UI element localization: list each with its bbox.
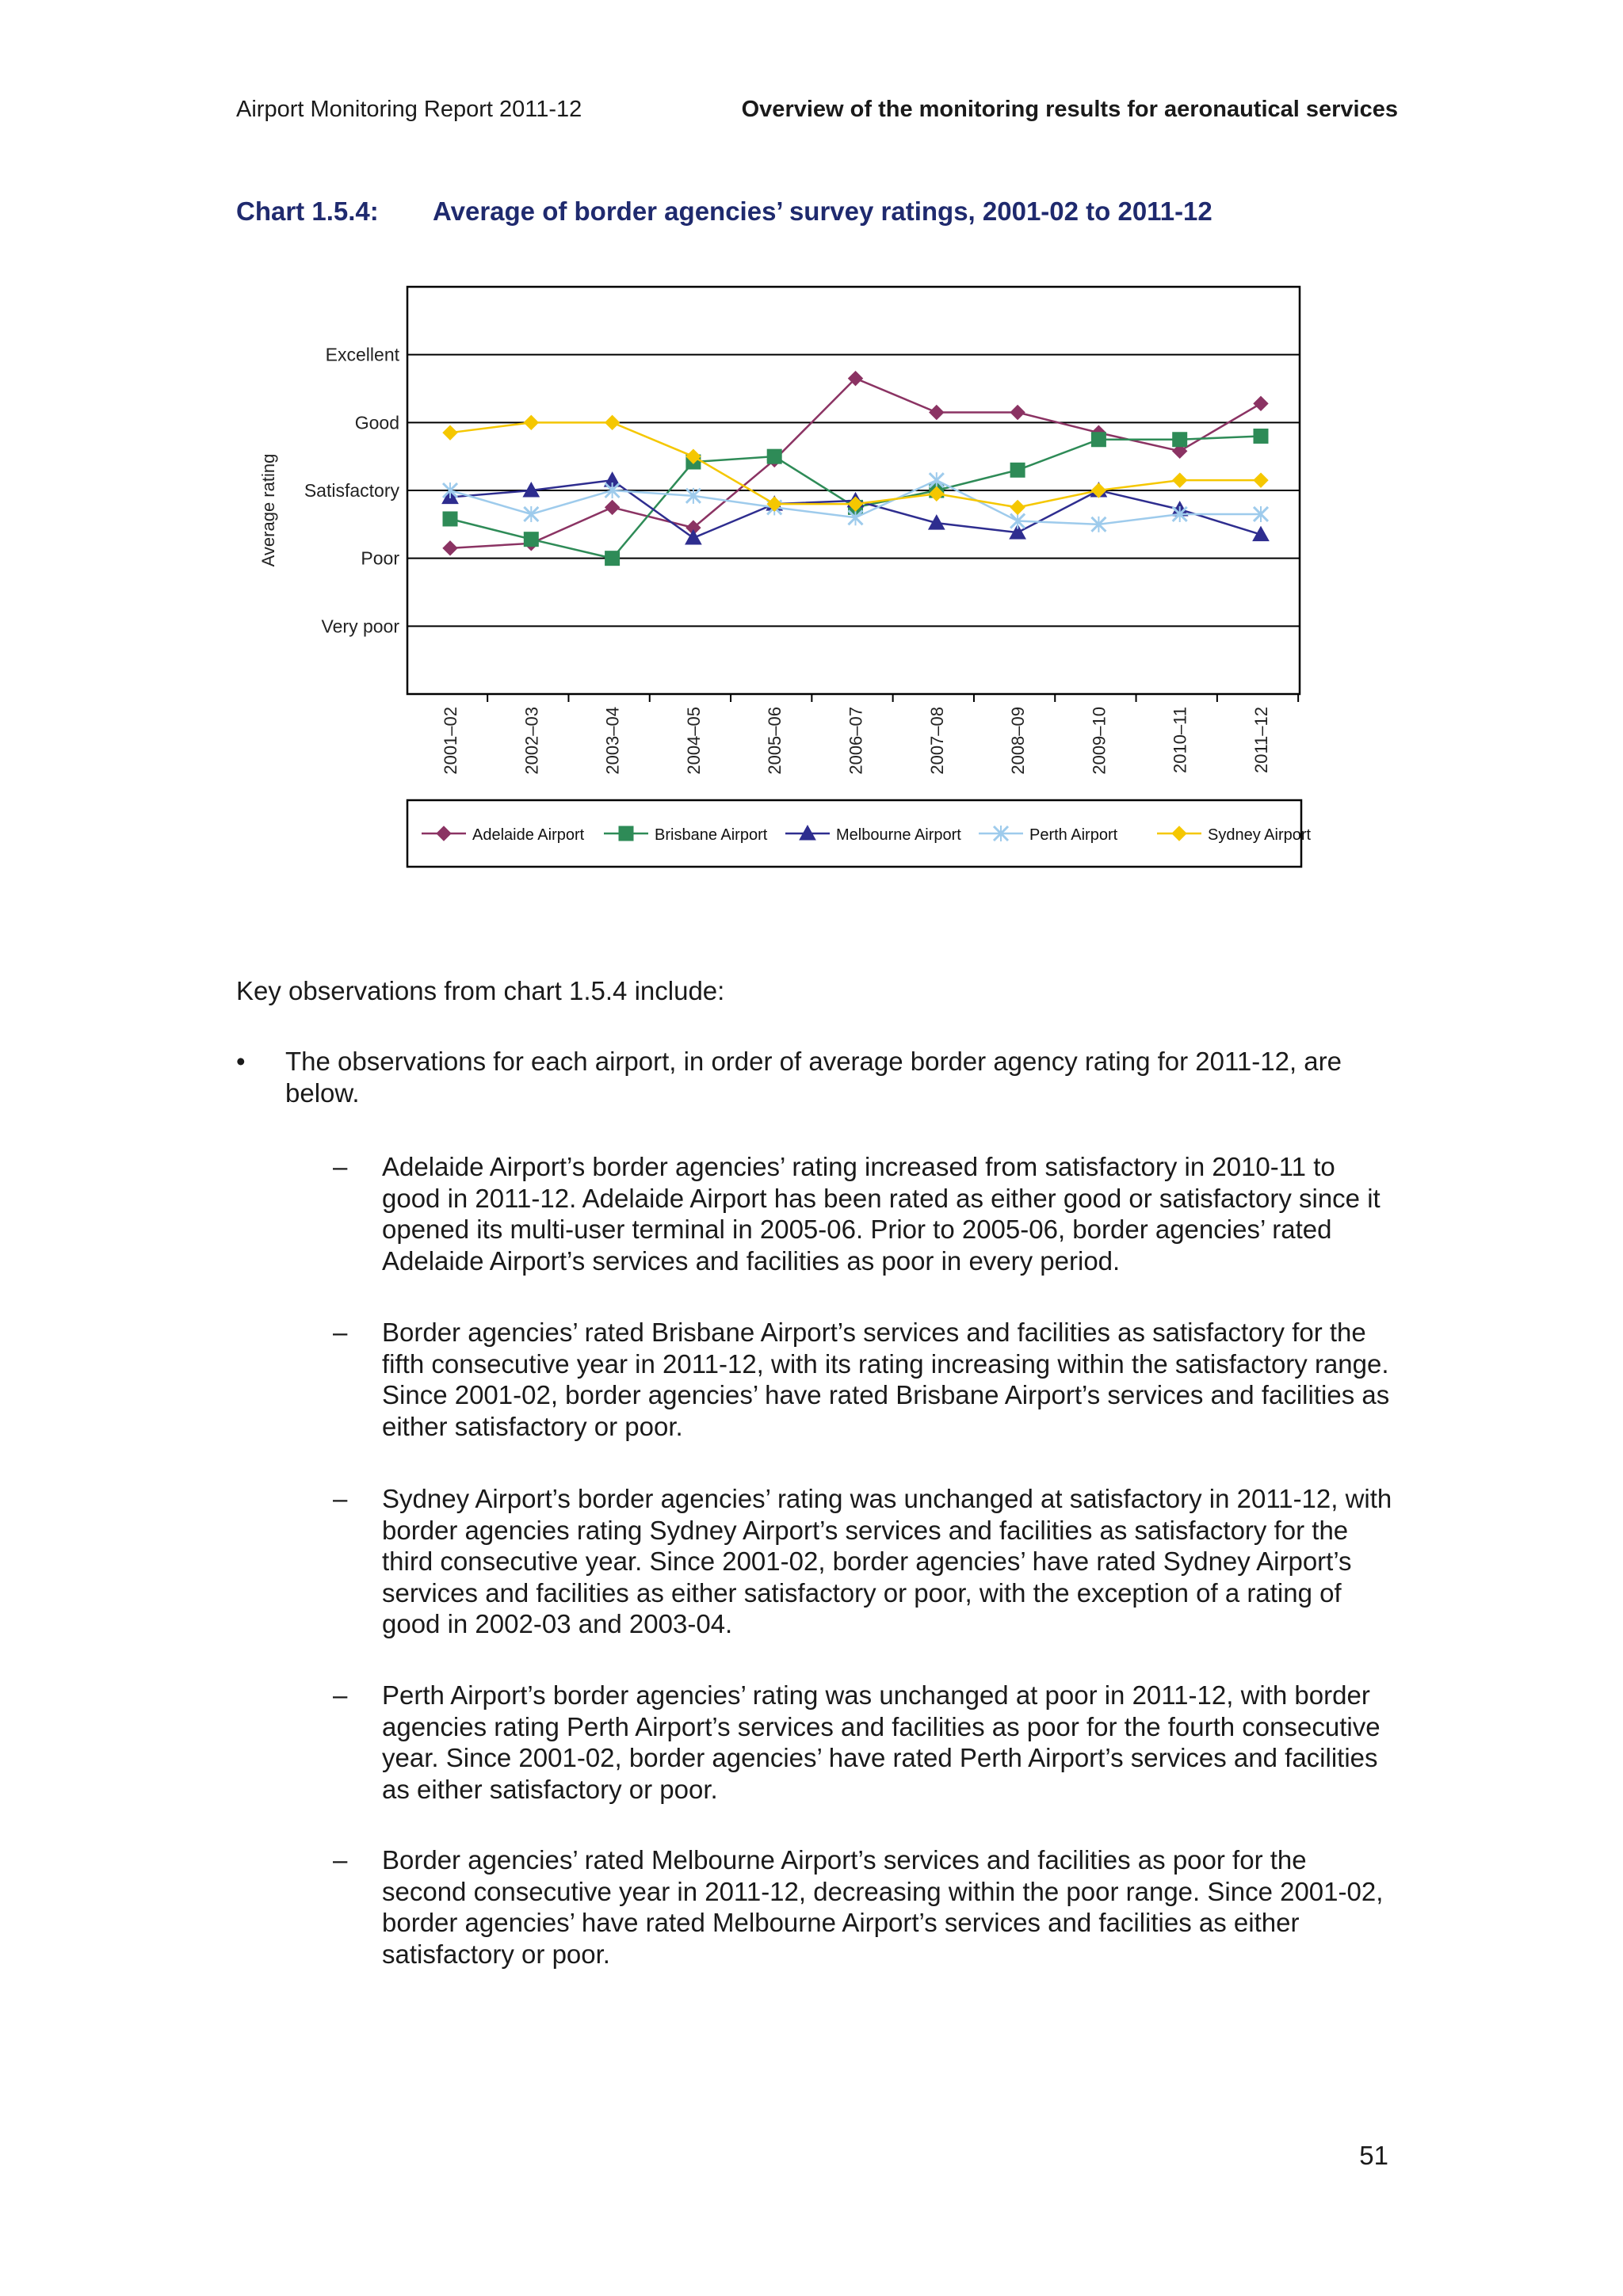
data-point-brisbane [1254, 429, 1268, 443]
data-point-brisbane [1010, 463, 1025, 477]
data-point-brisbane [605, 551, 620, 566]
data-point-brisbane [524, 532, 538, 547]
dash-marker: – [333, 1152, 348, 1181]
data-point-brisbane [767, 449, 781, 463]
x-tick-label: 2004–05 [683, 707, 704, 775]
observations-intro: Key observations from chart 1.5.4 include: [236, 976, 725, 1005]
legend-label: Brisbane Airport [655, 826, 768, 844]
x-tick-label: 2007–08 [926, 707, 947, 775]
x-tick-label: 2005–06 [765, 707, 785, 775]
x-tick-label: 2010–11 [1170, 707, 1190, 774]
data-point-brisbane [443, 512, 457, 526]
y-tick-label: Poor [361, 547, 399, 569]
x-tick-label: 2001–02 [441, 707, 460, 775]
observation-text: Perth Airport’s border agencies’ rating was unchanged at poor in 2011-12, with border agencies rating Perth Airport’s services and facilities as poor for the fourth consecutive year. Since 2001-02, border agencies’ have rated Perth Airport’s services and facilities as either satisfactory or poor. [382, 1680, 1381, 1804]
header-report-title: Airport Monitoring Report 2011-12 [236, 97, 582, 122]
x-tick-label: 2006–07 [846, 707, 866, 775]
y-tick-label: Good [354, 412, 399, 433]
legend-label: Sydney Airport [1208, 826, 1312, 844]
header-section-title: Overview of the monitoring results for aeronautical services [741, 97, 1398, 122]
bullet-text: The observations for each airport, in order of average border agency rating for 2011-12, are below. [285, 1047, 1342, 1108]
observation-text: Adelaide Airport’s border agencies’ rating increased from satisfactory in 2010-11 to good in 2011-12. Adelaide Airport has been rated as either good or satisfactory since it opened its multi-user terminal in 2005-06. Prior to 2005-06, border agencies’ rated Adelaide Airport’s services and facilities as poor in every period. [382, 1152, 1381, 1276]
y-tick-label: Very poor [321, 616, 399, 637]
x-tick-label: 2003–04 [602, 707, 623, 775]
y-axis-title: Average rating [258, 453, 278, 567]
chart-number: Chart 1.5.4: [236, 196, 379, 226]
observation-sydney [333, 1483, 1395, 1640]
observation-text: Border agencies’ rated Brisbane Airport’s services and facilities as satisfactory for the fifth consecutive year in 2011-12, with its rating increasing within the satisfactory range. Since 2001-02, border agencies’ have rated Brisbane Airport’s services and facilities as either satisfactory or poor. [382, 1318, 1390, 1441]
dash-marker: – [333, 1680, 348, 1710]
dash-marker: – [333, 1845, 348, 1875]
y-tick-label: Excellent [325, 344, 399, 365]
observation-adelaide [333, 1151, 1395, 1276]
y-tick-label: Satisfactory [304, 480, 399, 501]
x-tick-label: 2008–09 [1008, 707, 1029, 775]
observation-text: Border agencies’ rated Melbourne Airport’s services and facilities as poor for the second consecutive year in 2011-12, decreasing within the poor range. Since 2001-02, border agencies’ have rated Melbourne Airport’s services and facilities as either satisfactory or poor. [382, 1845, 1384, 1969]
data-point-brisbane [1173, 433, 1187, 447]
dash-marker: – [333, 1484, 348, 1513]
legend-swatch-marker [619, 826, 633, 841]
observation-brisbane [333, 1317, 1395, 1442]
observations-bullet [236, 1046, 1385, 1109]
legend-label: Adelaide Airport [472, 826, 585, 844]
x-tick-label: 2002–03 [521, 707, 542, 775]
legend-label: Perth Airport [1029, 826, 1118, 844]
x-tick-label: 2009–10 [1089, 707, 1109, 775]
bullet-dot: • [236, 1047, 246, 1076]
data-point-brisbane [1091, 433, 1106, 447]
observation-melbourne [333, 1844, 1395, 1970]
x-tick-label: 2011–12 [1251, 707, 1271, 774]
page-number: 51 [1359, 2141, 1388, 2170]
observation-text: Sydney Airport’s border agencies’ rating was unchanged at satisfactory in 2011-12, with border agencies rating Sydney Airport’s services and facilities as satisfactory for the third consecutive year. Since 2001-02, border agencies’ have rated Sydney Airport’s services and facilities as either satisfactory or poor, with the exception of a rating of good in 2002-03 and 2003-04. [382, 1484, 1392, 1638]
line-chart [0, 0, 1623, 887]
legend-label: Melbourne Airport [836, 826, 961, 844]
chart-title-text: Average of border agencies’ survey ratings, 2001-02 to 2011-12 [433, 196, 1212, 226]
observation-perth [333, 1680, 1395, 1805]
dash-marker: – [333, 1318, 348, 1347]
